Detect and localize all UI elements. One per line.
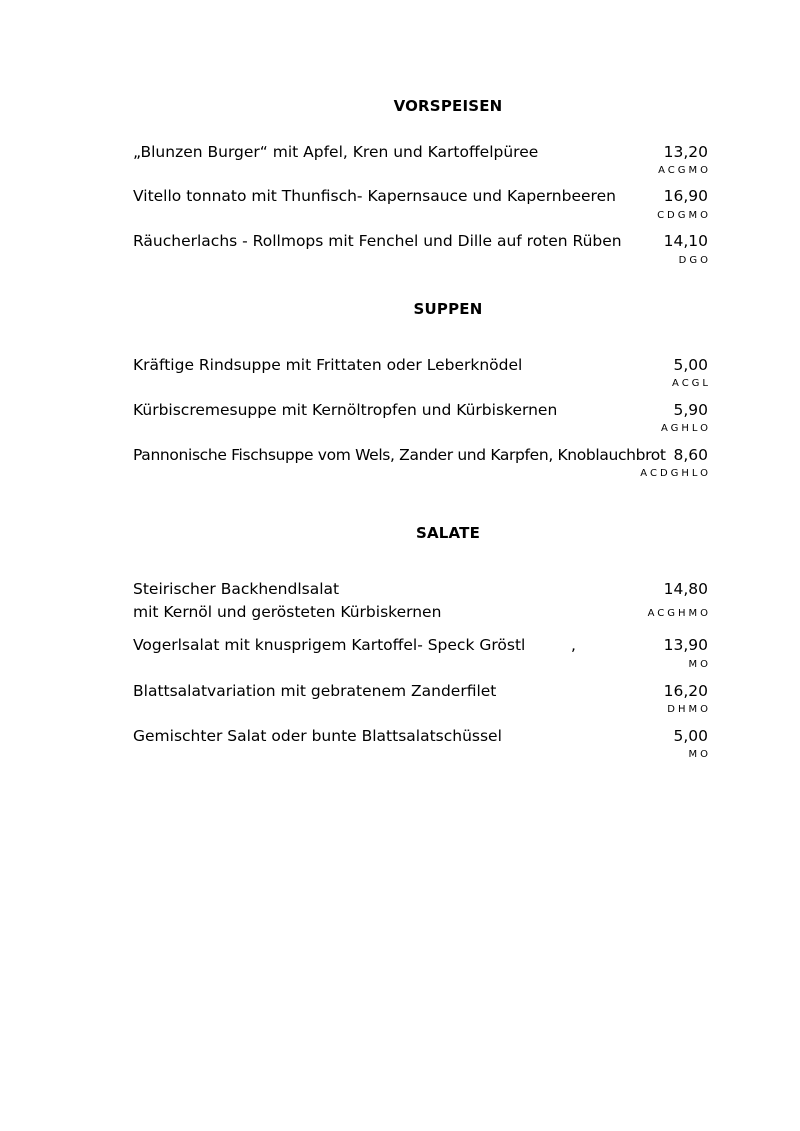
- menu-item-price: 5,90: [673, 401, 708, 419]
- section-heading-vorspeisen: VORSPEISEN: [393, 97, 503, 115]
- menu-item-name: Vogerlsalat mit knusprigem Kartoffel- Speck Gröstl: [133, 636, 526, 654]
- menu-item-name: Pannonische Fischsuppe vom Wels, Zander und Karpfen, Knoblauchbrot: [133, 446, 666, 464]
- section-heading-suppen: SUPPEN: [413, 300, 483, 318]
- section-heading-salate: SALATE: [415, 524, 481, 542]
- menu-item-price: 14,80: [663, 580, 708, 598]
- menu-item-name: Kräftige Rindsuppe mit Frittaten oder Leberknödel: [133, 356, 523, 374]
- menu-item-name: „Blunzen Burger“ mit Apfel, Kren und Kartoffelpüree: [133, 143, 539, 161]
- menu-item-price: 16,20: [663, 682, 708, 700]
- menu-item-name: Kürbiscremesuppe mit Kernöltropfen und Kürbiskernen: [133, 401, 558, 419]
- menu-item-allergens: CDGMO: [657, 210, 711, 221]
- menu-item-name: Vitello tonnato mit Thunfisch- Kapernsauce und Kapernbeeren: [133, 187, 616, 205]
- menu-item-name: Gemischter Salat oder bunte Blattsalatschüssel: [133, 727, 502, 745]
- stray-comma: ,: [571, 636, 576, 654]
- menu-item-allergens: ACDGHLO: [640, 468, 711, 479]
- menu-item-allergens: AGHLO: [660, 423, 711, 434]
- menu-item-allergens: MO: [688, 659, 711, 670]
- menu-item-price: 5,00: [673, 356, 708, 374]
- menu-item-price: 5,00: [673, 727, 708, 745]
- menu-item-allergens: ACGMO: [658, 165, 711, 176]
- menu-item-price: 13,20: [663, 143, 708, 161]
- menu-item-price: 13,90: [663, 636, 708, 654]
- menu-item-allergens: DGO: [678, 255, 711, 266]
- menu-item-allergens: ACGL: [672, 378, 711, 389]
- menu-item-name: Blattsalatvariation mit gebratenem Zanderfilet: [133, 682, 497, 700]
- menu-item-allergens: ACGHMO: [647, 608, 711, 619]
- menu-item-allergens: DHMO: [667, 704, 711, 715]
- menu-item-allergens: MO: [688, 749, 711, 760]
- menu-item-subline: mit Kernöl und gerösteten Kürbiskernen: [133, 603, 442, 621]
- menu-item-price: 14,10: [663, 232, 708, 250]
- menu-item-name: Steirischer Backhendlsalat: [133, 580, 340, 598]
- menu-item-price: 16,90: [663, 187, 708, 205]
- menu-item-price: 8,60: [673, 446, 708, 464]
- menu-item-name: Räucherlachs - Rollmops mit Fenchel und Dille auf roten Rüben: [133, 232, 622, 250]
